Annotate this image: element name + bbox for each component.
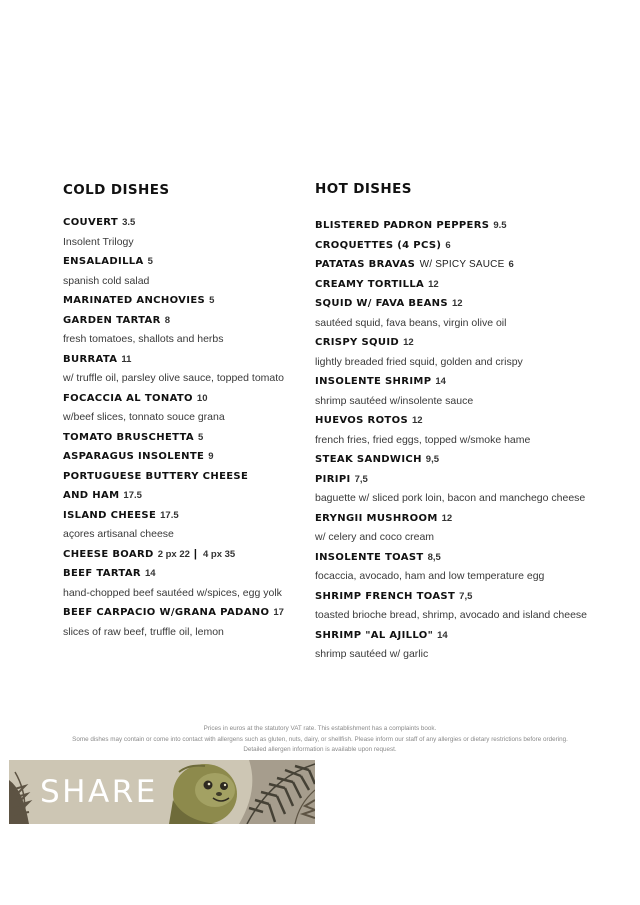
dish-item	[315, 546, 587, 566]
dish-name: CHEESE BOARD	[63, 548, 154, 560]
dish-price: 17	[273, 607, 284, 618]
dish-price: 12	[451, 298, 463, 309]
dish-price: 12	[441, 512, 453, 524]
price-separator: |	[193, 547, 197, 560]
dish-price: 3.5	[122, 217, 136, 228]
dish-item	[315, 214, 587, 234]
dish-name: BEEF CARPACIO W/GRANA PADANO	[63, 607, 270, 618]
dish-description-text: lightly breaded fried squid, golden and crispy	[315, 355, 523, 368]
dish-description	[315, 565, 587, 585]
dish-item	[315, 234, 587, 254]
dish-description-text: baguette w/ sliced pork loin, bacon and manchego cheese	[315, 492, 586, 504]
dish-description	[315, 526, 587, 546]
dish-price: 17.5	[123, 490, 142, 501]
dish-name: ENSALADILLA	[63, 256, 144, 267]
dish-item	[315, 370, 587, 390]
footer-allergen-note: Some dishes may contain or come into contact with allergens such as gluten, nuts, dairy, or shellfish. Please inform our staff of any allergies or dietary restrictions before ordering.	[72, 735, 568, 743]
dish-item	[63, 387, 284, 407]
dish-price: 2 px 22	[157, 548, 190, 560]
dish-item	[315, 624, 587, 644]
dish-description-text: shrimp sautéed w/ garlic	[315, 648, 429, 660]
dish-name: STEAK SANDWICH	[315, 454, 422, 465]
dish-price: 17.5	[160, 509, 179, 521]
dish-item	[315, 331, 587, 351]
dish-item	[315, 409, 587, 429]
dish-item	[315, 468, 587, 488]
dish-description	[63, 621, 284, 641]
hot-dishes-list	[315, 214, 587, 663]
dish-description	[63, 523, 284, 543]
dish-item	[315, 292, 587, 312]
dish-name: TOMATO BRUSCHETTA	[63, 431, 195, 443]
dish-price: 5	[209, 295, 215, 306]
dish-item	[63, 601, 284, 621]
hot-dishes-heading: HOT DISHES	[315, 181, 412, 197]
dish-price: 6	[508, 259, 514, 270]
dish-description	[63, 270, 284, 290]
dish-description-text: Insolent Trilogy	[63, 235, 134, 248]
dish-description-text: toasted brioche bread, shrimp, avocado and island cheese	[315, 609, 588, 621]
footer-vat-note: Prices in euros at the statutory VAT rate. This establishment has a complaints book.	[203, 725, 437, 732]
dish-price: 7,5	[459, 590, 473, 602]
dish-description-text: shrimp sautéed w/insolente sauce	[315, 394, 474, 407]
dish-name: PORTUGUESE BUTTERY CHEESE	[63, 470, 249, 482]
dish-description-text: w/ truffle oil, parsley olive sauce, topped tomato	[63, 372, 285, 384]
dish-item	[63, 211, 284, 231]
dish-price: 5	[147, 256, 153, 267]
dish-item	[315, 273, 587, 293]
dish-description	[315, 312, 587, 332]
dish-name: COUVERT	[63, 217, 119, 228]
dish-name: BEEF TARTAR	[63, 568, 141, 579]
dish-price: 12	[412, 415, 423, 426]
dish-description-text: hand-chopped beef sautéed w/spices, egg yolk	[63, 586, 282, 599]
dish-name: FOCACCIA AL TONATO	[63, 392, 193, 404]
dish-price: 8	[164, 314, 170, 326]
cold-dishes-list	[63, 211, 284, 640]
dish-item	[315, 585, 587, 605]
dish-price: 9	[208, 451, 214, 462]
dish-description-text: w/ celery and coco cream	[315, 531, 435, 543]
dish-price: 5	[198, 431, 204, 443]
dish-name: CRISPY SQUID	[315, 337, 400, 348]
dish-name: MARINATED ANCHOVIES	[63, 295, 206, 306]
dish-description-text: french fries, fried eggs, topped w/smoke hame	[315, 433, 531, 446]
dish-description	[315, 604, 587, 624]
dish-description-text: sautéed squid, fava beans, virgin olive oil	[315, 316, 507, 329]
dish-item	[63, 250, 284, 270]
dish-item	[63, 445, 284, 465]
dish-item	[63, 562, 284, 582]
dish-description	[315, 351, 587, 371]
dish-name: PATATAS BRAVAS	[315, 259, 416, 270]
dish-item	[63, 426, 284, 446]
dish-name: ERYNGII MUSHROOM	[315, 512, 438, 524]
dish-description	[315, 487, 587, 507]
dish-price: 14	[435, 376, 446, 387]
dish-name: GARDEN TARTAR	[63, 314, 161, 326]
dish-price: 7,5	[354, 473, 368, 485]
dish-description	[63, 406, 284, 426]
dish-item	[63, 465, 284, 485]
dish-item	[63, 543, 284, 563]
dish-price: 12	[403, 337, 414, 348]
dish-name: CROQUETTES (4 PCS)	[315, 239, 442, 251]
dish-item	[63, 348, 284, 368]
dish-price: 14	[144, 568, 156, 579]
dish-name: SQUID W/ FAVA BEANS	[315, 298, 448, 309]
dish-item	[315, 448, 587, 468]
dish-item	[315, 507, 587, 527]
dish-price: 11	[121, 353, 132, 365]
dish-item	[315, 253, 587, 273]
dish-name: PIRIPI	[315, 473, 351, 485]
dish-description	[315, 390, 587, 410]
dish-description-text: focaccia, avocado, ham and low temperature egg	[315, 570, 545, 582]
dish-description	[315, 643, 587, 663]
dish-name: HUEVOS ROTOS	[315, 415, 408, 426]
dish-price-alt: 4 px 35	[202, 548, 236, 560]
dish-price: 9.5	[493, 220, 507, 231]
cold-dishes-heading: COLD DISHES	[63, 182, 170, 198]
dish-price: 8,5	[427, 551, 441, 563]
dish-description	[63, 367, 284, 387]
dish-price: 10	[196, 392, 208, 404]
dish-name: CREAMY TORTILLA	[315, 278, 425, 290]
dish-price: 9,5	[425, 454, 440, 465]
dish-item	[63, 504, 284, 524]
share-banner	[9, 760, 315, 824]
dish-description-text: açores artisanal cheese	[63, 528, 174, 540]
dish-description-text: spanish cold salad	[63, 274, 150, 287]
dish-name: BURRATA	[63, 353, 118, 365]
share-title: SHARE	[40, 774, 158, 810]
legal-footer	[0, 724, 640, 756]
dish-item	[63, 289, 284, 309]
dish-name: INSOLENTE TOAST	[315, 551, 424, 563]
dish-price: 14	[437, 629, 448, 641]
dish-description-text: w/beef slices, tonnato souce grana	[63, 411, 225, 423]
dish-name: SHRIMP FRENCH TOAST	[315, 590, 456, 602]
dish-name: ISLAND CHEESE	[63, 509, 157, 521]
dish-name: BLISTERED PADRON PEPPERS	[315, 220, 490, 231]
dish-modifier: W/ SPICY SAUCE	[419, 259, 505, 270]
dish-name: AND HAM	[63, 490, 120, 501]
dish-item	[63, 309, 284, 329]
dish-description	[63, 231, 284, 251]
dish-description	[315, 429, 587, 449]
dish-name: SHRIMP "AL AJILLO"	[315, 629, 434, 641]
footer-allergen-info: Detailed allergen information is available upon request.	[243, 746, 397, 753]
dish-name: ASPARAGUS INSOLENTE	[63, 451, 205, 462]
dish-description-text: fresh tomatoes, shallots and herbs	[63, 333, 224, 345]
dish-price: 12	[428, 278, 439, 290]
dish-description	[63, 328, 284, 348]
dish-description	[63, 582, 284, 602]
dish-price: 6	[445, 239, 451, 251]
dish-item	[63, 484, 284, 504]
dish-name: INSOLENTE SHRIMP	[315, 376, 432, 387]
dish-description-text: slices of raw beef, truffle oil, lemon	[63, 625, 224, 638]
